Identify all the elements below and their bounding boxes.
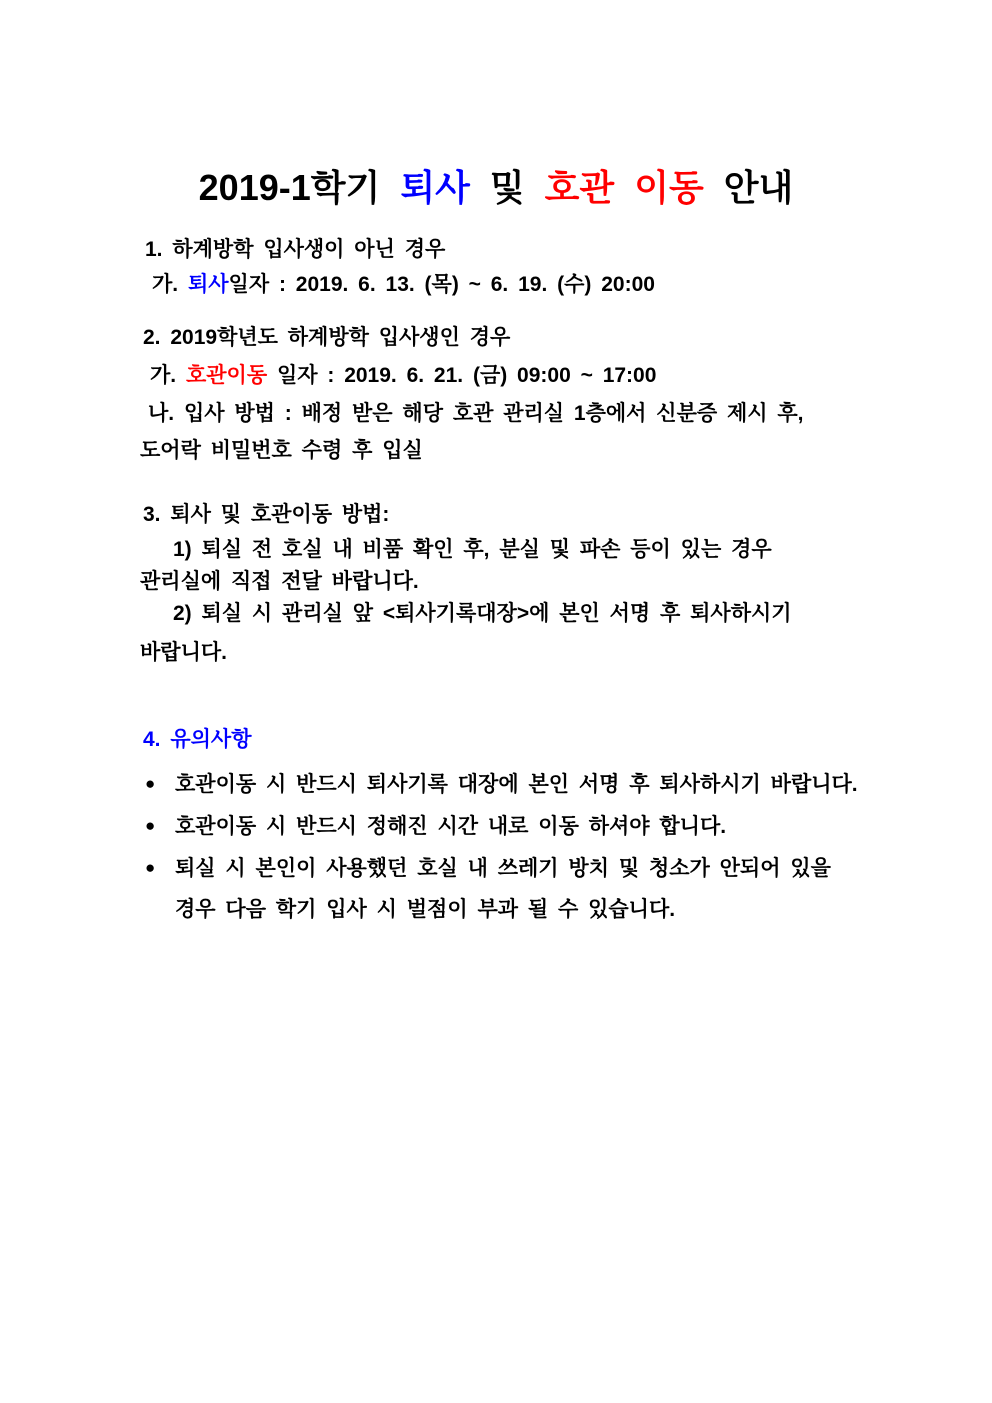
notice-bullet-2 — [145, 814, 726, 839]
section1-checkout-word: 퇴사 — [187, 273, 229, 296]
title-checkout-text: 퇴사 — [400, 167, 470, 208]
section4-heading: 4. 유의사항 — [143, 728, 252, 751]
notice-bullet-3-text: 퇴실 시 본인이 사용했던 호실 내 쓰레기 방치 및 청소가 안되어 있을 — [175, 857, 831, 880]
notice-bullet-1 — [145, 772, 858, 797]
section1-date-text: 일자 : 2019. 6. 13. (목) ~ 6. 19. (수) 20:00 — [228, 273, 655, 296]
page-title — [0, 160, 992, 211]
section3-item1: 1) 퇴실 전 호실 내 비품 확인 후, 분실 및 파손 등이 있는 경우 — [173, 538, 772, 561]
section3-item2: 2) 퇴실 시 관리실 앞 <퇴사기록대장>에 본인 서명 후 퇴사하시기 — [173, 602, 792, 625]
section1-checkout-date-line — [152, 272, 655, 297]
notice-bullet-1-text: 호관이동 시 반드시 퇴사기록 대장에 본인 서명 후 퇴사하시기 바랍니다. — [175, 773, 858, 796]
title-and-text: 및 — [469, 167, 545, 208]
section2-move-date-line — [150, 363, 656, 388]
notice-bullet-2-text: 호관이동 시 반드시 정해진 시간 내로 이동 하셔야 합니다. — [175, 815, 727, 838]
section2-move-word: 호관이동 — [185, 364, 268, 387]
section1-ga-prefix: 가. — [152, 273, 188, 296]
bullet-icon: ● — [145, 774, 156, 793]
section2-ga-prefix: 가. — [150, 364, 186, 387]
title-building-move-text: 호관 이동 — [544, 167, 704, 208]
title-semester-text: 2019-1학기 — [198, 167, 401, 208]
notice-bullet-3-cont: 경우 다음 학기 입사 시 벌점이 부과 될 수 있습니다. — [175, 898, 676, 921]
section2-entry-method-cont: 도어락 비밀번호 수령 후 입실 — [140, 439, 423, 462]
section2-date-text: 일자 : 2019. 6. 21. (금) 09:00 ~ 17:00 — [267, 364, 657, 387]
section2-heading: 2. 2019학년도 하계방학 입사생인 경우 — [143, 326, 511, 349]
bullet-icon: ● — [145, 816, 156, 835]
notice-bullet-3 — [145, 856, 831, 881]
section2-entry-method-line: 나. 입사 방법 : 배정 받은 해당 호관 관리실 1층에서 신분증 제시 후, — [148, 402, 804, 425]
section3-item1-cont: 관리실에 직접 전달 바랍니다. — [140, 570, 419, 593]
title-guide-text: 안내 — [703, 167, 794, 208]
bullet-icon: ● — [145, 858, 156, 877]
section3-heading: 3. 퇴사 및 호관이동 방법: — [143, 503, 390, 526]
section1-heading: 1. 하계방학 입사생이 아닌 경우 — [145, 238, 446, 261]
section3-item2-cont: 바랍니다. — [140, 641, 227, 664]
